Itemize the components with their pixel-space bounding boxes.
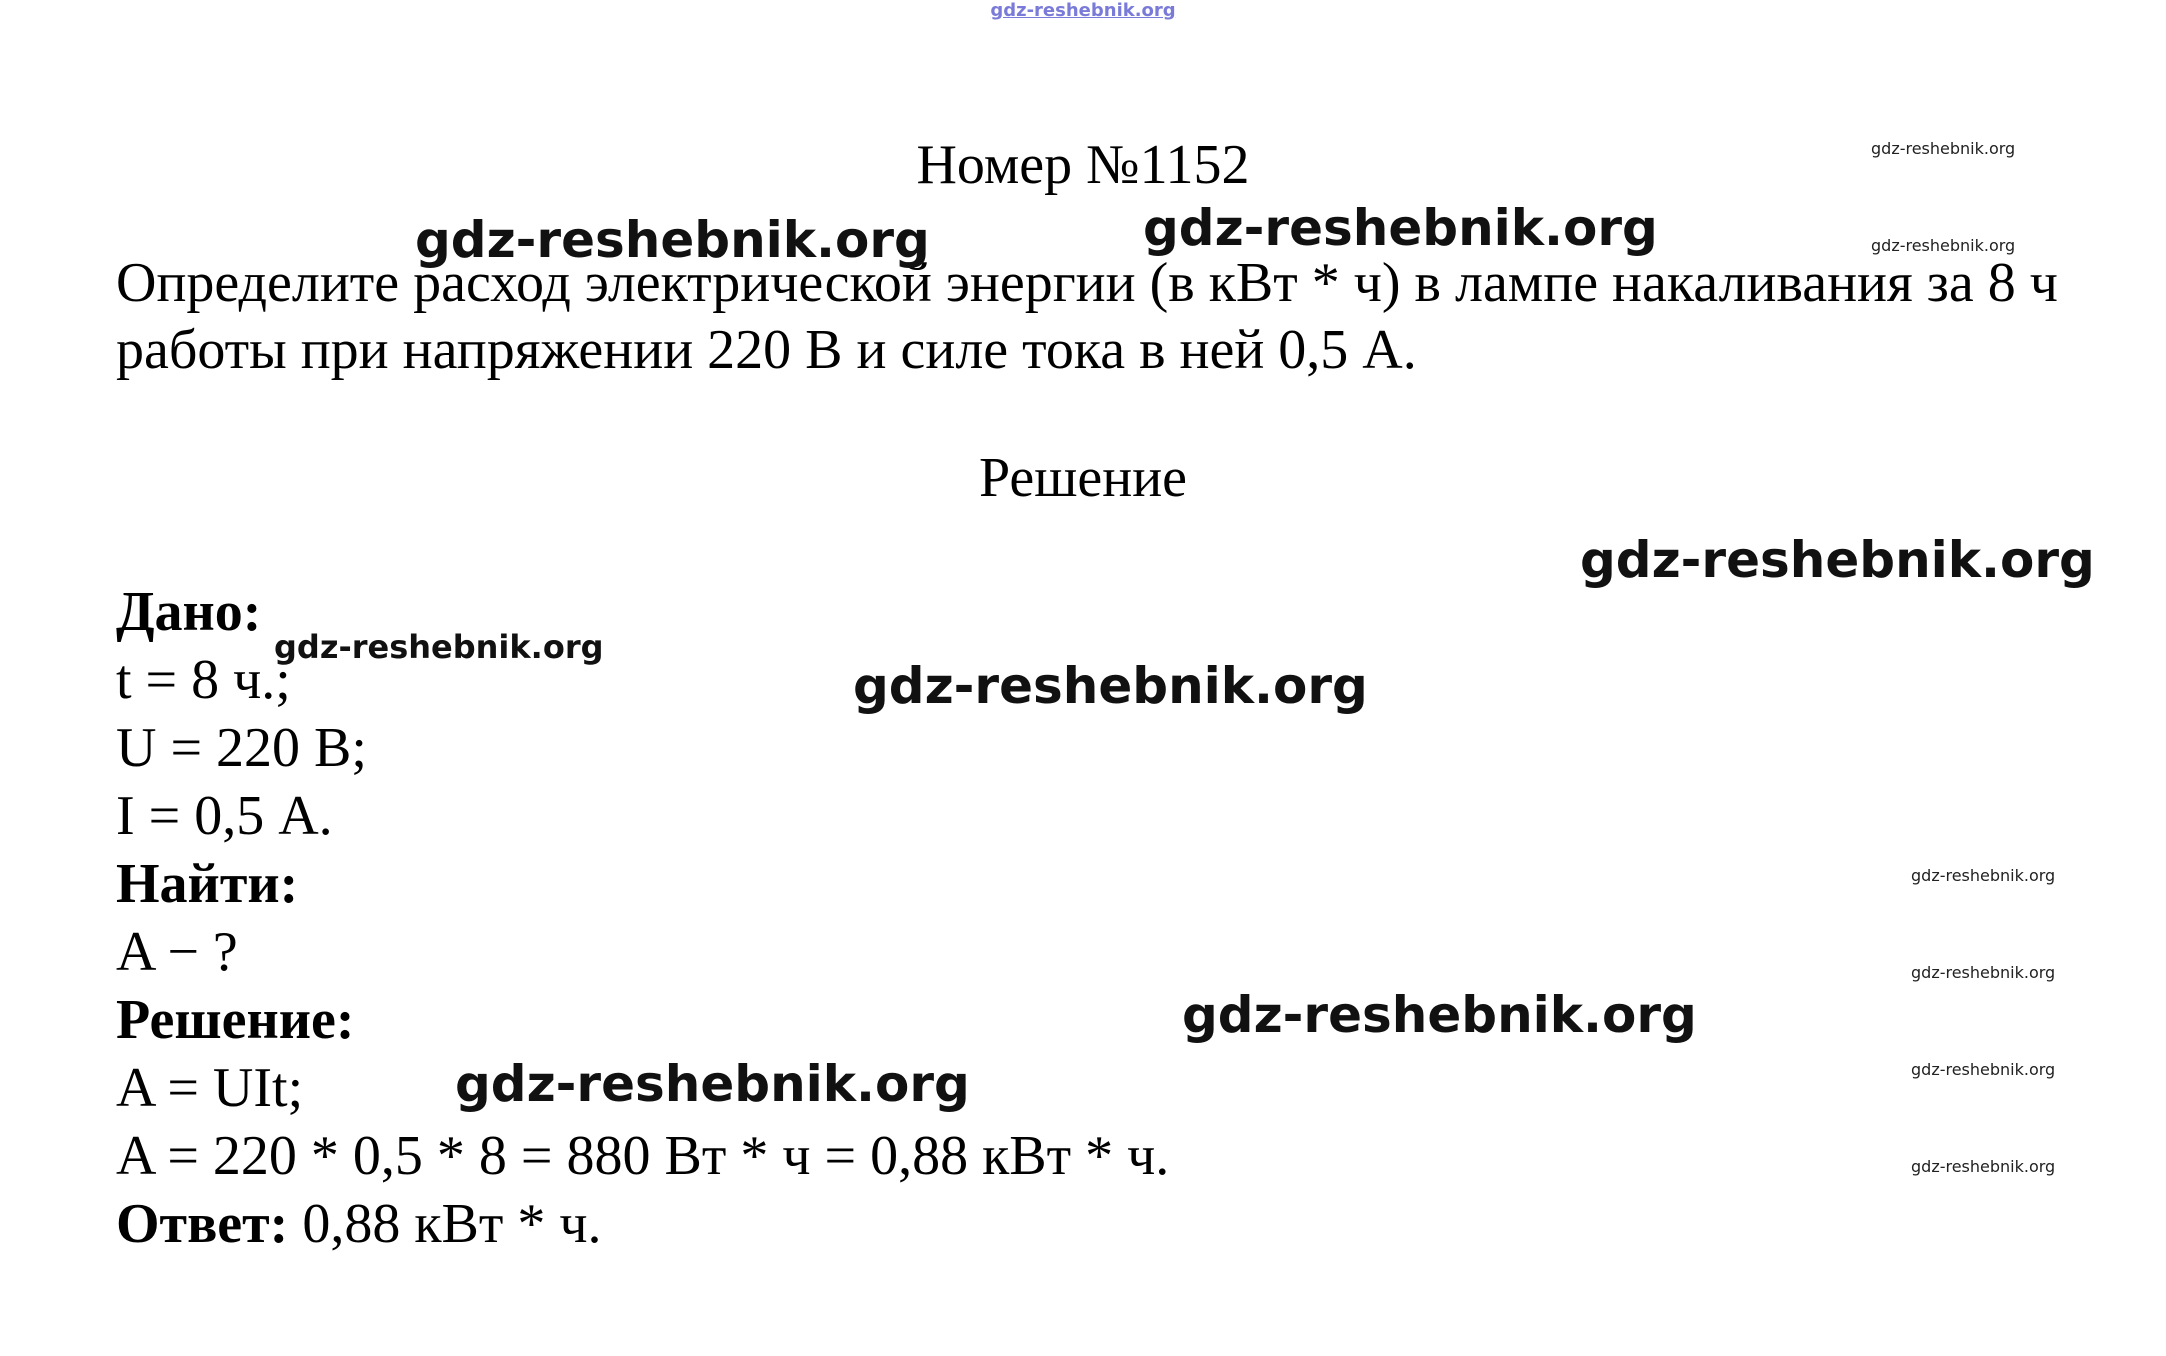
watermark: gdz-reshebnik.org [1580, 531, 2095, 589]
task-statement: Определите расход электрической энергии (в кВт * ч) в лампе накаливания за 8 ч работы при напряжении 220 В и силе тока в ней 0,5 А. [116, 252, 2058, 381]
watermark: gdz-reshebnik.org [1143, 199, 1658, 257]
watermark: gdz-reshebnik.org [1911, 963, 2056, 982]
solution-formula: A = UIt; [116, 1057, 304, 1119]
given-line-voltage: U = 220 В; [116, 717, 367, 779]
solution-heading: Решение [978, 447, 1188, 509]
solution-calculation: A = 220 * 0,5 * 8 = 880 Вт * ч = 0,88 кВт * ч. [116, 1125, 1170, 1187]
answer-value: 0,88 кВт * ч. [288, 1193, 602, 1255]
find-label: Найти: [116, 853, 299, 915]
watermark: gdz-reshebnik.org [1871, 236, 2016, 255]
watermark: gdz-reshebnik.org [455, 1055, 970, 1113]
watermark: gdz-reshebnik.org [415, 211, 930, 269]
watermark: gdz-reshebnik.org [1182, 986, 1697, 1044]
answer-line [116, 1190, 602, 1258]
watermark: gdz-reshebnik.org [1911, 1060, 2056, 1079]
header-site-link[interactable]: gdz-reshebnik.org [990, 0, 1176, 21]
solution-label: Решение: [116, 989, 355, 1051]
answer-label: Ответ: [116, 1193, 289, 1255]
watermark: gdz-reshebnik.org [1911, 866, 2056, 885]
given-line-time: t = 8 ч.; [116, 649, 291, 711]
given-line-current: I = 0,5 А. [116, 785, 333, 847]
watermark: gdz-reshebnik.org [274, 628, 604, 666]
watermark: gdz-reshebnik.org [1871, 139, 2016, 158]
problem-title: Номер №1152 [916, 134, 1250, 196]
given-label: Дано: [116, 581, 262, 643]
watermark: gdz-reshebnik.org [853, 657, 1368, 715]
find-line: A − ? [116, 921, 238, 983]
watermark: gdz-reshebnik.org [1911, 1157, 2056, 1176]
